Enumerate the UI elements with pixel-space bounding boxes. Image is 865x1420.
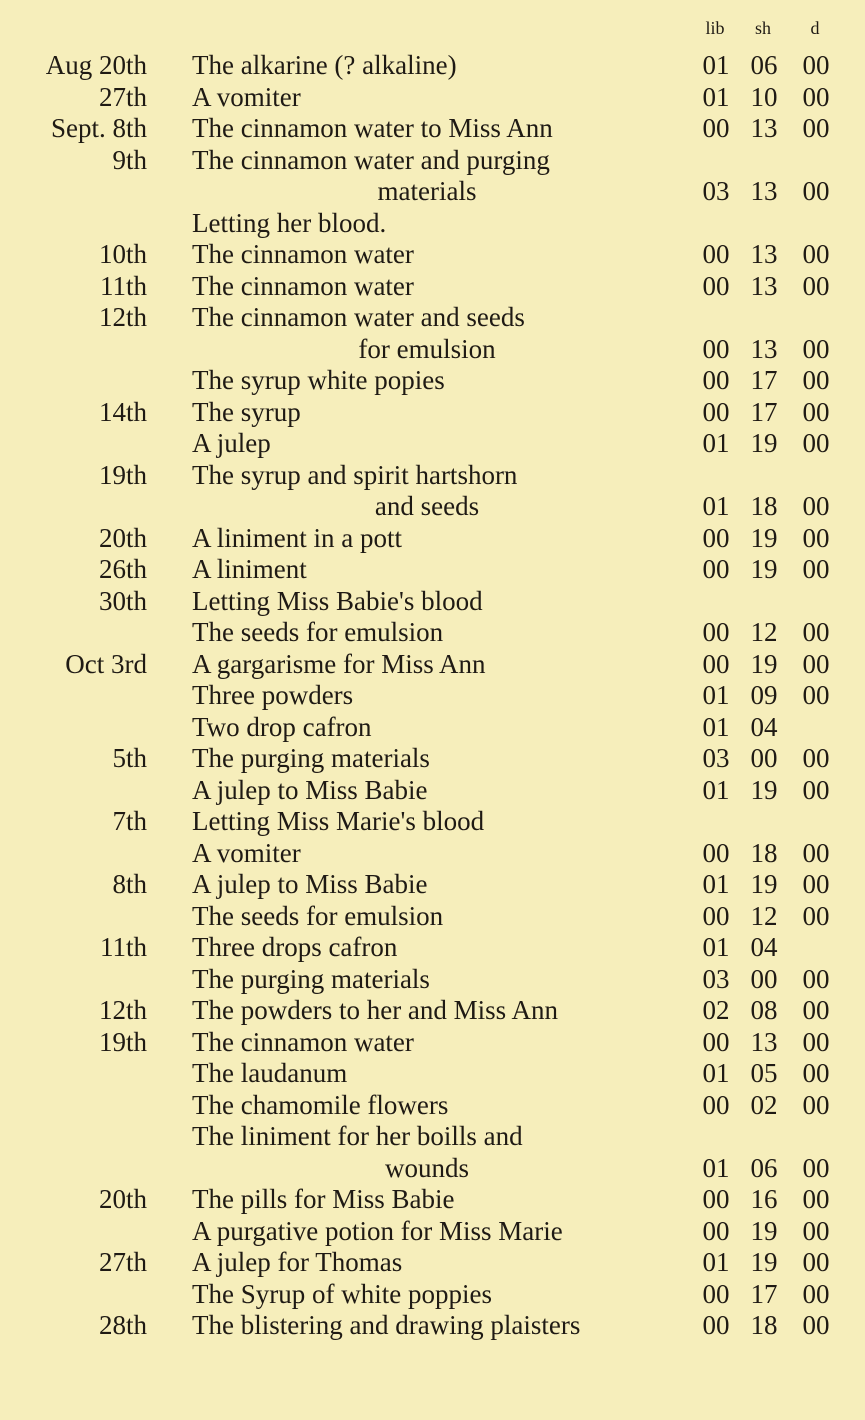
entry-item: Letting Miss Babie's blood xyxy=(192,585,483,616)
entry-date: 11th xyxy=(100,270,147,301)
entry-date: 28th xyxy=(98,1310,147,1340)
amount-sh: 19 xyxy=(750,554,778,584)
amount-sh: 18 xyxy=(750,1310,778,1340)
amount-sh: 04 xyxy=(750,711,778,742)
amount-sh: 19 xyxy=(750,869,778,899)
amount-sh: 19 xyxy=(750,522,778,553)
amount-lib: 01 xyxy=(702,869,730,899)
amount-lib: 00 xyxy=(702,1278,730,1309)
entry-item: Two drop cafron xyxy=(192,711,372,742)
amount-d: 00 xyxy=(802,1184,830,1214)
amount-d: 00 xyxy=(802,50,830,80)
amount-sh: 19 xyxy=(750,428,778,458)
amount-lib: 00 xyxy=(702,554,730,584)
entry-item: A gargarisme for Miss Ann xyxy=(192,648,486,679)
amount-sh: 06 xyxy=(750,50,778,80)
entry-item: The chamomile flowers xyxy=(192,1089,449,1120)
amount-d: 00 xyxy=(802,491,830,521)
ledger-row xyxy=(0,302,865,334)
amount-d: 00 xyxy=(802,365,830,395)
entry-date: Aug 20th xyxy=(45,50,147,80)
entry-item: The cinnamon water to Miss Ann xyxy=(192,113,553,143)
ledger-row xyxy=(0,239,865,271)
ledger-row xyxy=(0,1247,865,1279)
ledger-row xyxy=(0,712,865,744)
amount-sh: 17 xyxy=(750,1278,778,1309)
amount-sh: 12 xyxy=(750,900,778,931)
amount-sh: 13 xyxy=(750,239,778,269)
amount-sh: 13 xyxy=(750,333,778,364)
entry-item: Three powders xyxy=(192,680,354,710)
amount-lib: 00 xyxy=(702,648,730,679)
amount-d: 00 xyxy=(802,837,830,868)
entry-item: The cinnamon water and purging xyxy=(192,144,550,175)
ledger-row xyxy=(0,1184,865,1216)
ledger-row xyxy=(0,775,865,807)
entry-item: The powders to her and Miss Ann xyxy=(192,995,558,1025)
ledger-row xyxy=(0,554,865,586)
amount-d: 00 xyxy=(802,1152,830,1183)
entry-item: and seeds xyxy=(374,491,480,521)
ledger-row xyxy=(0,1027,865,1059)
ledger-row xyxy=(0,680,865,712)
amount-d: 00 xyxy=(802,1058,830,1088)
amount-d: 00 xyxy=(802,113,830,143)
entry-item: A vomiter xyxy=(192,837,301,868)
amount-d: 00 xyxy=(802,648,830,679)
amount-d: 00 xyxy=(802,963,830,994)
amount-lib: 00 xyxy=(702,270,730,301)
amount-d: 00 xyxy=(802,81,830,112)
entry-item: The purging materials xyxy=(192,963,430,994)
ledger-row xyxy=(0,334,865,366)
entry-item: The Syrup of white poppies xyxy=(192,1278,492,1309)
amount-d: 00 xyxy=(802,333,830,364)
amount-d: 00 xyxy=(802,1247,830,1277)
amount-d: 00 xyxy=(802,680,830,710)
entry-item: A liniment xyxy=(192,554,307,584)
amount-sh: 04 xyxy=(750,932,778,962)
ledger-row xyxy=(0,523,865,555)
amount-sh: 19 xyxy=(750,1247,778,1277)
amount-lib: 00 xyxy=(702,900,730,931)
amount-sh: 00 xyxy=(750,743,778,773)
entry-item: The cinnamon water xyxy=(192,1026,414,1057)
amount-lib: 00 xyxy=(702,1215,730,1246)
entry-item: The cinnamon water xyxy=(192,270,414,301)
entry-date: 14th xyxy=(98,396,147,427)
entry-date: 12th xyxy=(98,995,147,1025)
entry-date: 19th xyxy=(98,1026,147,1057)
amount-sh: 13 xyxy=(750,176,778,206)
amount-d: 00 xyxy=(802,1310,830,1340)
amount-lib: 03 xyxy=(702,743,730,773)
amount-lib: 01 xyxy=(702,428,730,458)
ledger-row xyxy=(0,869,865,901)
amount-d: 00 xyxy=(802,554,830,584)
amount-lib: 00 xyxy=(702,239,730,269)
amount-sh: 09 xyxy=(750,680,778,710)
amount-d: 00 xyxy=(802,239,830,269)
amount-sh: 02 xyxy=(750,1089,778,1120)
ledger-row xyxy=(0,1279,865,1311)
entry-date: 8th xyxy=(112,869,147,899)
column-header-lib: lib xyxy=(705,18,725,38)
ledger-row xyxy=(0,1153,865,1185)
amount-lib: 01 xyxy=(702,1247,730,1277)
ledger-row xyxy=(0,995,865,1027)
amount-d: 00 xyxy=(802,995,830,1025)
entry-item: Letting Miss Marie's blood xyxy=(192,806,485,836)
ledger-row xyxy=(0,1216,865,1248)
amount-sh: 13 xyxy=(750,270,778,301)
amount-sh: 17 xyxy=(750,365,778,395)
amount-lib: 00 xyxy=(702,333,730,364)
amount-sh: 16 xyxy=(750,1184,778,1214)
amount-d: 00 xyxy=(802,428,830,458)
amount-sh: 08 xyxy=(750,995,778,1025)
amount-d: 00 xyxy=(802,900,830,931)
entry-item: The pills for Miss Babie xyxy=(192,1184,455,1214)
entry-date: Oct 3rd xyxy=(65,648,147,679)
amount-sh: 05 xyxy=(750,1058,778,1088)
ledger-row xyxy=(0,964,865,996)
ledger-row xyxy=(0,428,865,460)
amount-sh: 12 xyxy=(750,617,778,647)
entry-date: 26th xyxy=(98,554,147,584)
amount-lib: 01 xyxy=(702,774,730,805)
ledger-row xyxy=(0,145,865,177)
amount-d: 00 xyxy=(802,774,830,805)
amount-d: 00 xyxy=(802,869,830,899)
amount-lib: 00 xyxy=(702,365,730,395)
amount-sh: 00 xyxy=(750,963,778,994)
ledger-row xyxy=(0,113,865,145)
amount-sh: 18 xyxy=(750,491,778,521)
entry-item: A julep to Miss Babie xyxy=(192,774,428,805)
entry-date: 30th xyxy=(98,585,147,616)
amount-lib: 01 xyxy=(702,50,730,80)
entry-item: The cinnamon water xyxy=(192,239,414,269)
entry-item: The seeds for emulsion xyxy=(192,617,444,647)
entry-item: The alkarine (? alkaline) xyxy=(192,50,457,80)
entry-date: 11th xyxy=(100,932,147,962)
amount-lib: 00 xyxy=(702,1026,730,1057)
entry-item: The laudanum xyxy=(192,1058,348,1088)
ledger-row xyxy=(0,617,865,649)
ledger-row xyxy=(0,208,865,240)
amount-d: 00 xyxy=(802,396,830,427)
amount-lib: 00 xyxy=(702,113,730,143)
amount-d: 00 xyxy=(802,743,830,773)
column-header-d: d xyxy=(810,18,820,38)
entry-date: 7th xyxy=(112,806,147,836)
entry-item: wounds xyxy=(384,1152,469,1183)
entry-item: A julep to Miss Babie xyxy=(192,869,428,899)
ledger-row xyxy=(0,1310,865,1342)
amount-lib: 01 xyxy=(702,932,730,962)
entry-date: 9th xyxy=(112,144,147,175)
amount-lib: 03 xyxy=(702,176,730,206)
amount-lib: 02 xyxy=(702,995,730,1025)
amount-d: 00 xyxy=(802,1278,830,1309)
ledger-row xyxy=(0,491,865,523)
amount-lib: 01 xyxy=(702,680,730,710)
entry-date: 12th xyxy=(98,302,147,332)
ledger-row xyxy=(0,649,865,681)
entry-item: materials xyxy=(377,176,477,206)
amount-d: 00 xyxy=(802,270,830,301)
entry-date: 10th xyxy=(98,239,147,269)
ledger-row xyxy=(0,586,865,618)
amount-d: 00 xyxy=(802,1215,830,1246)
ledger-row xyxy=(0,397,865,429)
amount-sh: 18 xyxy=(750,837,778,868)
amount-sh: 10 xyxy=(750,81,778,112)
entry-date: 20th xyxy=(98,1184,147,1214)
entry-item: The syrup white popies xyxy=(192,365,445,395)
entry-item: The syrup and spirit hartshorn xyxy=(192,459,518,490)
amount-lib: 00 xyxy=(702,837,730,868)
entry-item: A vomiter xyxy=(192,81,301,112)
amount-lib: 00 xyxy=(702,396,730,427)
amount-d: 00 xyxy=(802,617,830,647)
entry-item: Three drops cafron xyxy=(192,932,398,962)
ledger-row xyxy=(0,1121,865,1153)
entry-item: Letting her blood. xyxy=(192,207,387,238)
entry-item: The cinnamon water and seeds xyxy=(192,302,525,332)
entry-item: for emulsion xyxy=(358,333,496,364)
entry-date: 5th xyxy=(112,743,147,773)
entry-item: A julep xyxy=(192,428,271,458)
entry-item: The syrup xyxy=(192,396,301,427)
entry-item: The purging materials xyxy=(192,743,430,773)
entry-item: A purgative potion for Miss Marie xyxy=(192,1215,563,1246)
entry-item: A julep for Thomas xyxy=(192,1247,403,1277)
amount-sh: 06 xyxy=(750,1152,778,1183)
ledger-row xyxy=(0,271,865,303)
amount-d: 00 xyxy=(802,176,830,206)
entry-date: 19th xyxy=(98,459,147,490)
amount-d: 00 xyxy=(802,522,830,553)
ledger-row xyxy=(0,50,865,82)
entry-date: 27th xyxy=(98,81,147,112)
amount-lib: 00 xyxy=(702,1310,730,1340)
amount-d: 00 xyxy=(802,1026,830,1057)
amount-lib: 00 xyxy=(702,1089,730,1120)
ledger-row xyxy=(0,176,865,208)
entry-item: A liniment in a pott xyxy=(192,522,402,553)
entry-date: 27th xyxy=(98,1247,147,1277)
ledger-entries xyxy=(0,50,865,1342)
ledger-row xyxy=(0,82,865,114)
ledger-row xyxy=(0,365,865,397)
column-header-sh: sh xyxy=(754,18,771,38)
amount-lib: 00 xyxy=(702,1184,730,1214)
amount-lib: 00 xyxy=(702,617,730,647)
ledger-row xyxy=(0,1058,865,1090)
amount-lib: 01 xyxy=(702,491,730,521)
amount-sh: 19 xyxy=(750,1215,778,1246)
amount-d: 00 xyxy=(802,1089,830,1120)
entry-item: The seeds for emulsion xyxy=(192,900,444,931)
column-header-row xyxy=(0,14,865,42)
ledger-row xyxy=(0,743,865,775)
amount-lib: 03 xyxy=(702,963,730,994)
amount-sh: 17 xyxy=(750,396,778,427)
amount-lib: 01 xyxy=(702,1058,730,1088)
amount-sh: 19 xyxy=(750,774,778,805)
amount-sh: 19 xyxy=(750,648,778,679)
amount-lib: 01 xyxy=(702,711,730,742)
ledger-row xyxy=(0,838,865,870)
amount-lib: 01 xyxy=(702,81,730,112)
ledger-row xyxy=(0,806,865,838)
ledger-row xyxy=(0,932,865,964)
ledger-row xyxy=(0,460,865,492)
amount-sh: 13 xyxy=(750,113,778,143)
entry-item: The blistering and drawing plaisters xyxy=(192,1310,581,1340)
entry-item: The liniment for her boills and xyxy=(192,1121,523,1151)
amount-lib: 01 xyxy=(702,1152,730,1183)
amount-sh: 13 xyxy=(750,1026,778,1057)
amount-lib: 00 xyxy=(702,522,730,553)
entry-date: 20th xyxy=(98,522,147,553)
ledger-row xyxy=(0,901,865,933)
ledger-row xyxy=(0,1090,865,1122)
entry-date: Sept. 8th xyxy=(50,113,147,143)
